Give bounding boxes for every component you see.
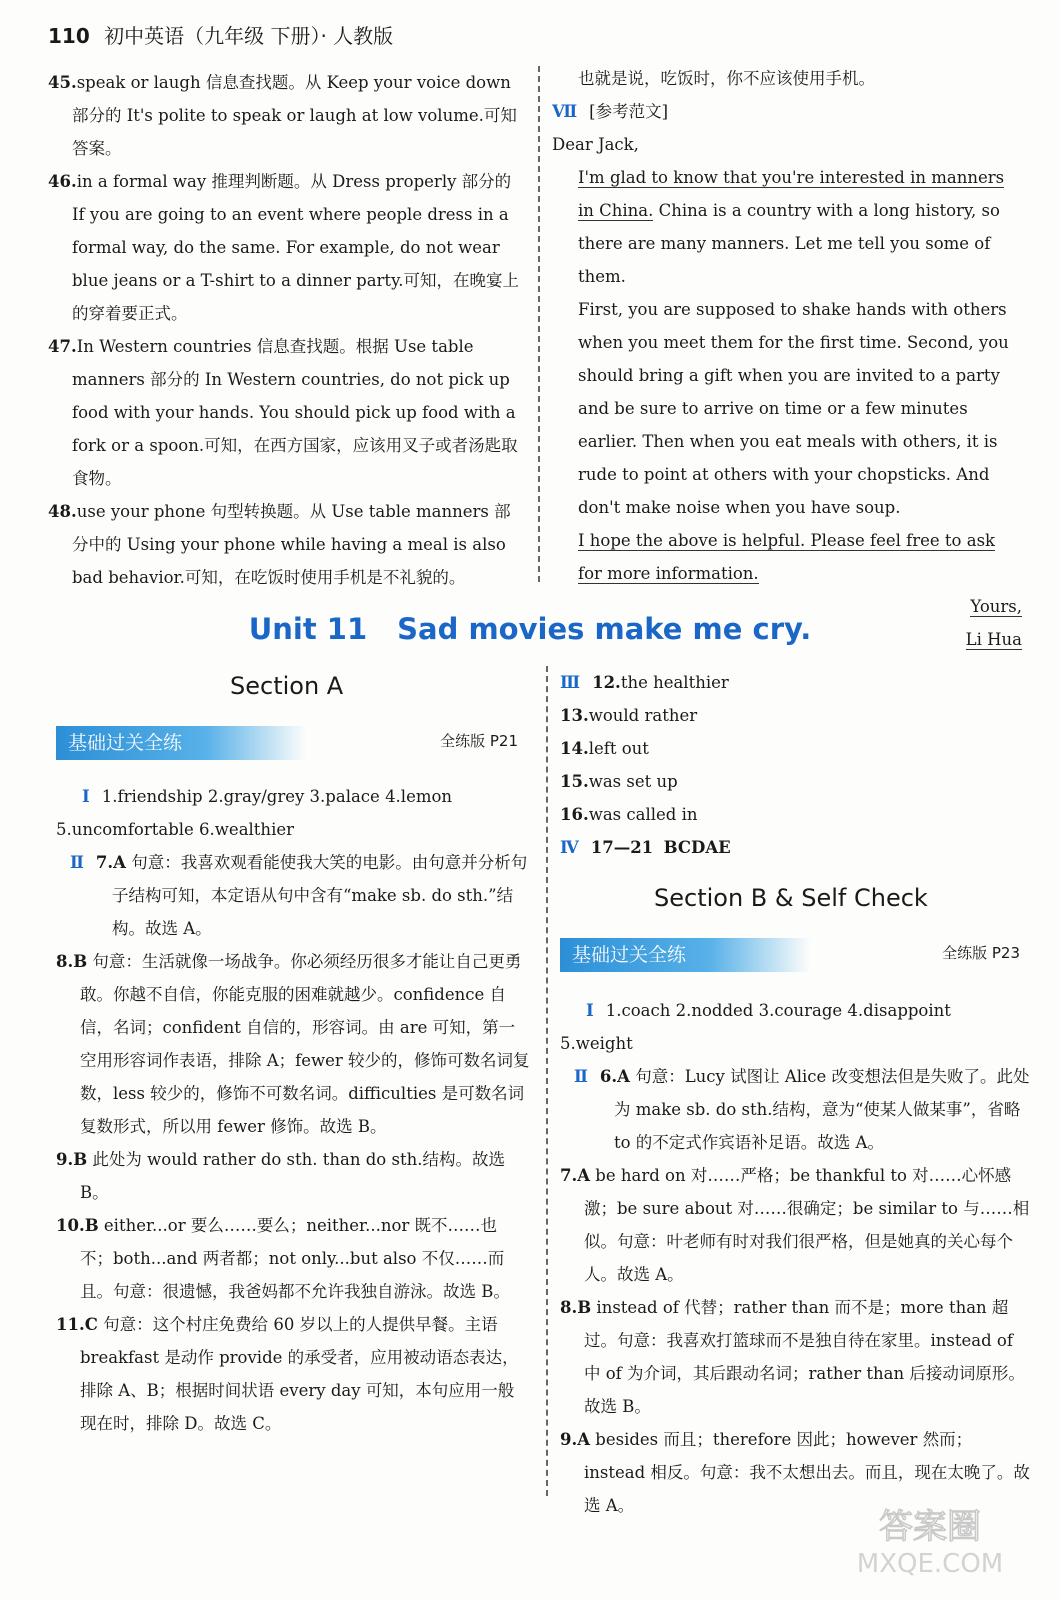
page-number: 110	[48, 24, 90, 48]
answer-10: 10.B either...or 要么……要么；neither...nor 既不……也不；both...and 两者都；not only...but also 不仅……而且。句意：很遗憾，我爸妈都不允许我独自游泳。故选 B。	[56, 1216, 510, 1301]
letter-paragraph-3: I hope the above is helpful. Please feel free to ask for more information.	[578, 531, 996, 583]
part-1-line-1: Ⅰ 1.coach 2.nodded 3.courage 4.disappoint	[586, 1001, 951, 1020]
letter-greeting: Dear Jack,	[552, 135, 639, 154]
answer-48-continued: 也就是说，吃饭时，你不应该使用手机。	[578, 69, 875, 88]
answer-11: 11.C 句意：这个村庄免费给 60 岁以上的人提供早餐。主语 breakfast 是动作 provide 的承受者，应用被动语态表达，排除 A、B；根据时间状语 every day 可知，本句应用一般现在时，排除 D。故选 C。	[56, 1315, 519, 1433]
part-1-line-2: 5.uncomfortable 6.wealthier	[56, 820, 294, 839]
part-1-line-1: Ⅰ 1.friendship 2.gray/grey 3.palace 4.lemon	[82, 787, 453, 806]
banner-label: 基础过关全练	[56, 726, 306, 760]
answer-15: 15.was set up	[560, 772, 678, 791]
answer-8: 8.B instead of 代替；rather than 而不是；more than 超过。句意：我喜欢打篮球而不是独自待在家里。instead of 中 of 为介词，其后跟动名词；rather than 后接动词原形。故选 B。	[560, 1298, 1025, 1416]
answer-14: 14.left out	[560, 739, 649, 758]
answer-8: 8.B 句意：生活就像一场战争。你必须经历很多才能让自己更勇敢。你越不自信，你能克服的困难就越少。confidence 自信，名词；confident 自信的，形容词。由 are 可知，第一空用形容词作表语，排除 A；fewer 较少的，修饰可数名词复数，less 较少的，修饰不可数名词。difficulties 是可数名词复数形式，所以用 fewer 修饰。故选 B。	[56, 952, 530, 1136]
book-title: 初中英语（九年级 下册）· 人教版	[104, 24, 394, 48]
part-1-line-2: 5.weight	[560, 1034, 633, 1053]
section-a-left-column	[56, 780, 530, 1440]
section-b-title: Section B & Self Check	[654, 884, 928, 912]
answer-45: 45.speak or laugh 信息查找题。从 Keep your voice down 部分的 It's polite to speak or laugh at low volume.可知答案。	[48, 73, 517, 158]
svg-text:MXQE.COM: MXQE.COM	[856, 1549, 1004, 1579]
answer-9: 9.B 此处为 would rather do sth. than do sth.结构。故选 B。	[56, 1150, 505, 1202]
banner-ref: 全练版 P23	[942, 944, 1020, 962]
answer-12: Ⅲ 12.the healthier	[560, 673, 729, 692]
letter-signature: Li Hua	[965, 630, 1022, 649]
section-a-title: Section A	[230, 672, 344, 700]
answer-46: 46.in a formal way 推理判断题。从 Dress properly 部分的 If you are going to an event where people dress in a formal way, do the same. For example, do not wear blue jeans or a T-shirt to a dinner party.可知，在晚宴上的穿着要正式。	[48, 172, 519, 323]
svg-text:答案圈: 答案圈	[879, 1507, 981, 1547]
column-divider-top	[538, 66, 540, 582]
section-b-banner	[560, 938, 1020, 972]
top-left-column	[48, 66, 522, 594]
answer-48: 48.use your phone 句型转换题。从 Use table manners 部分中的 Using your phone while having a meal is also bad behavior.可知，在吃饭时使用手机是不礼貌的。	[48, 502, 511, 587]
answer-9: 9.A besides 而且；therefore 因此；however 然而；instead 相反。句意：我不太想出去。而且，现在太晚了。故选 A。	[560, 1430, 1030, 1515]
answer-17-21: Ⅳ 17—21 BCDAE	[560, 838, 731, 857]
letter-closing: Yours,	[970, 597, 1022, 616]
section-a-right-column	[560, 666, 1030, 864]
section-b-column	[560, 994, 1030, 1522]
top-right-column	[552, 62, 1022, 656]
answer-6: Ⅱ 6.A 句意：Lucy 试图让 Alice 改变想法但是失败了。此处为 make sb. do sth.结构，意为“使某人做某事”，省略 to 的不定式作宾语补足语。故选 A。	[574, 1067, 1030, 1152]
letter-paragraph-1: I'm glad to know that you're interested in manners in China. China is a country with a long history, so there are many manners. Let me tell you some of them.	[578, 168, 1005, 286]
answer-7: Ⅱ 7.A 句意：我喜欢观看能使我大笑的电影。由句意并分析句子结构可知，本定语从句中含有“make sb. do sth.”结构。故选 A。	[70, 853, 528, 938]
model-essay-heading: Ⅶ [参考范文]	[552, 102, 669, 121]
banner-ref: 全练版 P21	[440, 732, 518, 750]
unit-title: Unit 11 Sad movies make me cry.	[248, 612, 812, 646]
answer-13: 13.would rather	[560, 706, 698, 725]
watermark-logo	[830, 1500, 1030, 1580]
page-header	[48, 20, 393, 49]
column-divider-bottom	[546, 666, 548, 1496]
letter-paragraph-2: First, you are supposed to shake hands with others when you meet them for the first time. Second, you should bring a gift when you are invited to a party and be sure to arrive on time or a few minutes earlier. Then when you eat meals with others, it is rude to point at others with your chopsticks. And don't make noise when you have soup.	[578, 300, 1009, 517]
answer-47: 47.In Western countries 信息查找题。根据 Use table manners 部分的 In Western countries, do not pick up food with your hands. You should pick up food with a fork or a spoon.可知，在西方国家，应该用叉子或者汤匙取食物。	[48, 337, 518, 488]
answer-16: 16.was called in	[560, 805, 698, 824]
section-a-banner	[56, 726, 518, 760]
answer-7: 7.A be hard on 对……严格；be thankful to 对……心怀感激；be sure about 对……很确定；be similar to 与……相似。句意：叶老师有时对我们很严格，但是她真的关心每个人。故选 A。	[560, 1166, 1030, 1284]
banner-label: 基础过关全练	[560, 938, 810, 972]
